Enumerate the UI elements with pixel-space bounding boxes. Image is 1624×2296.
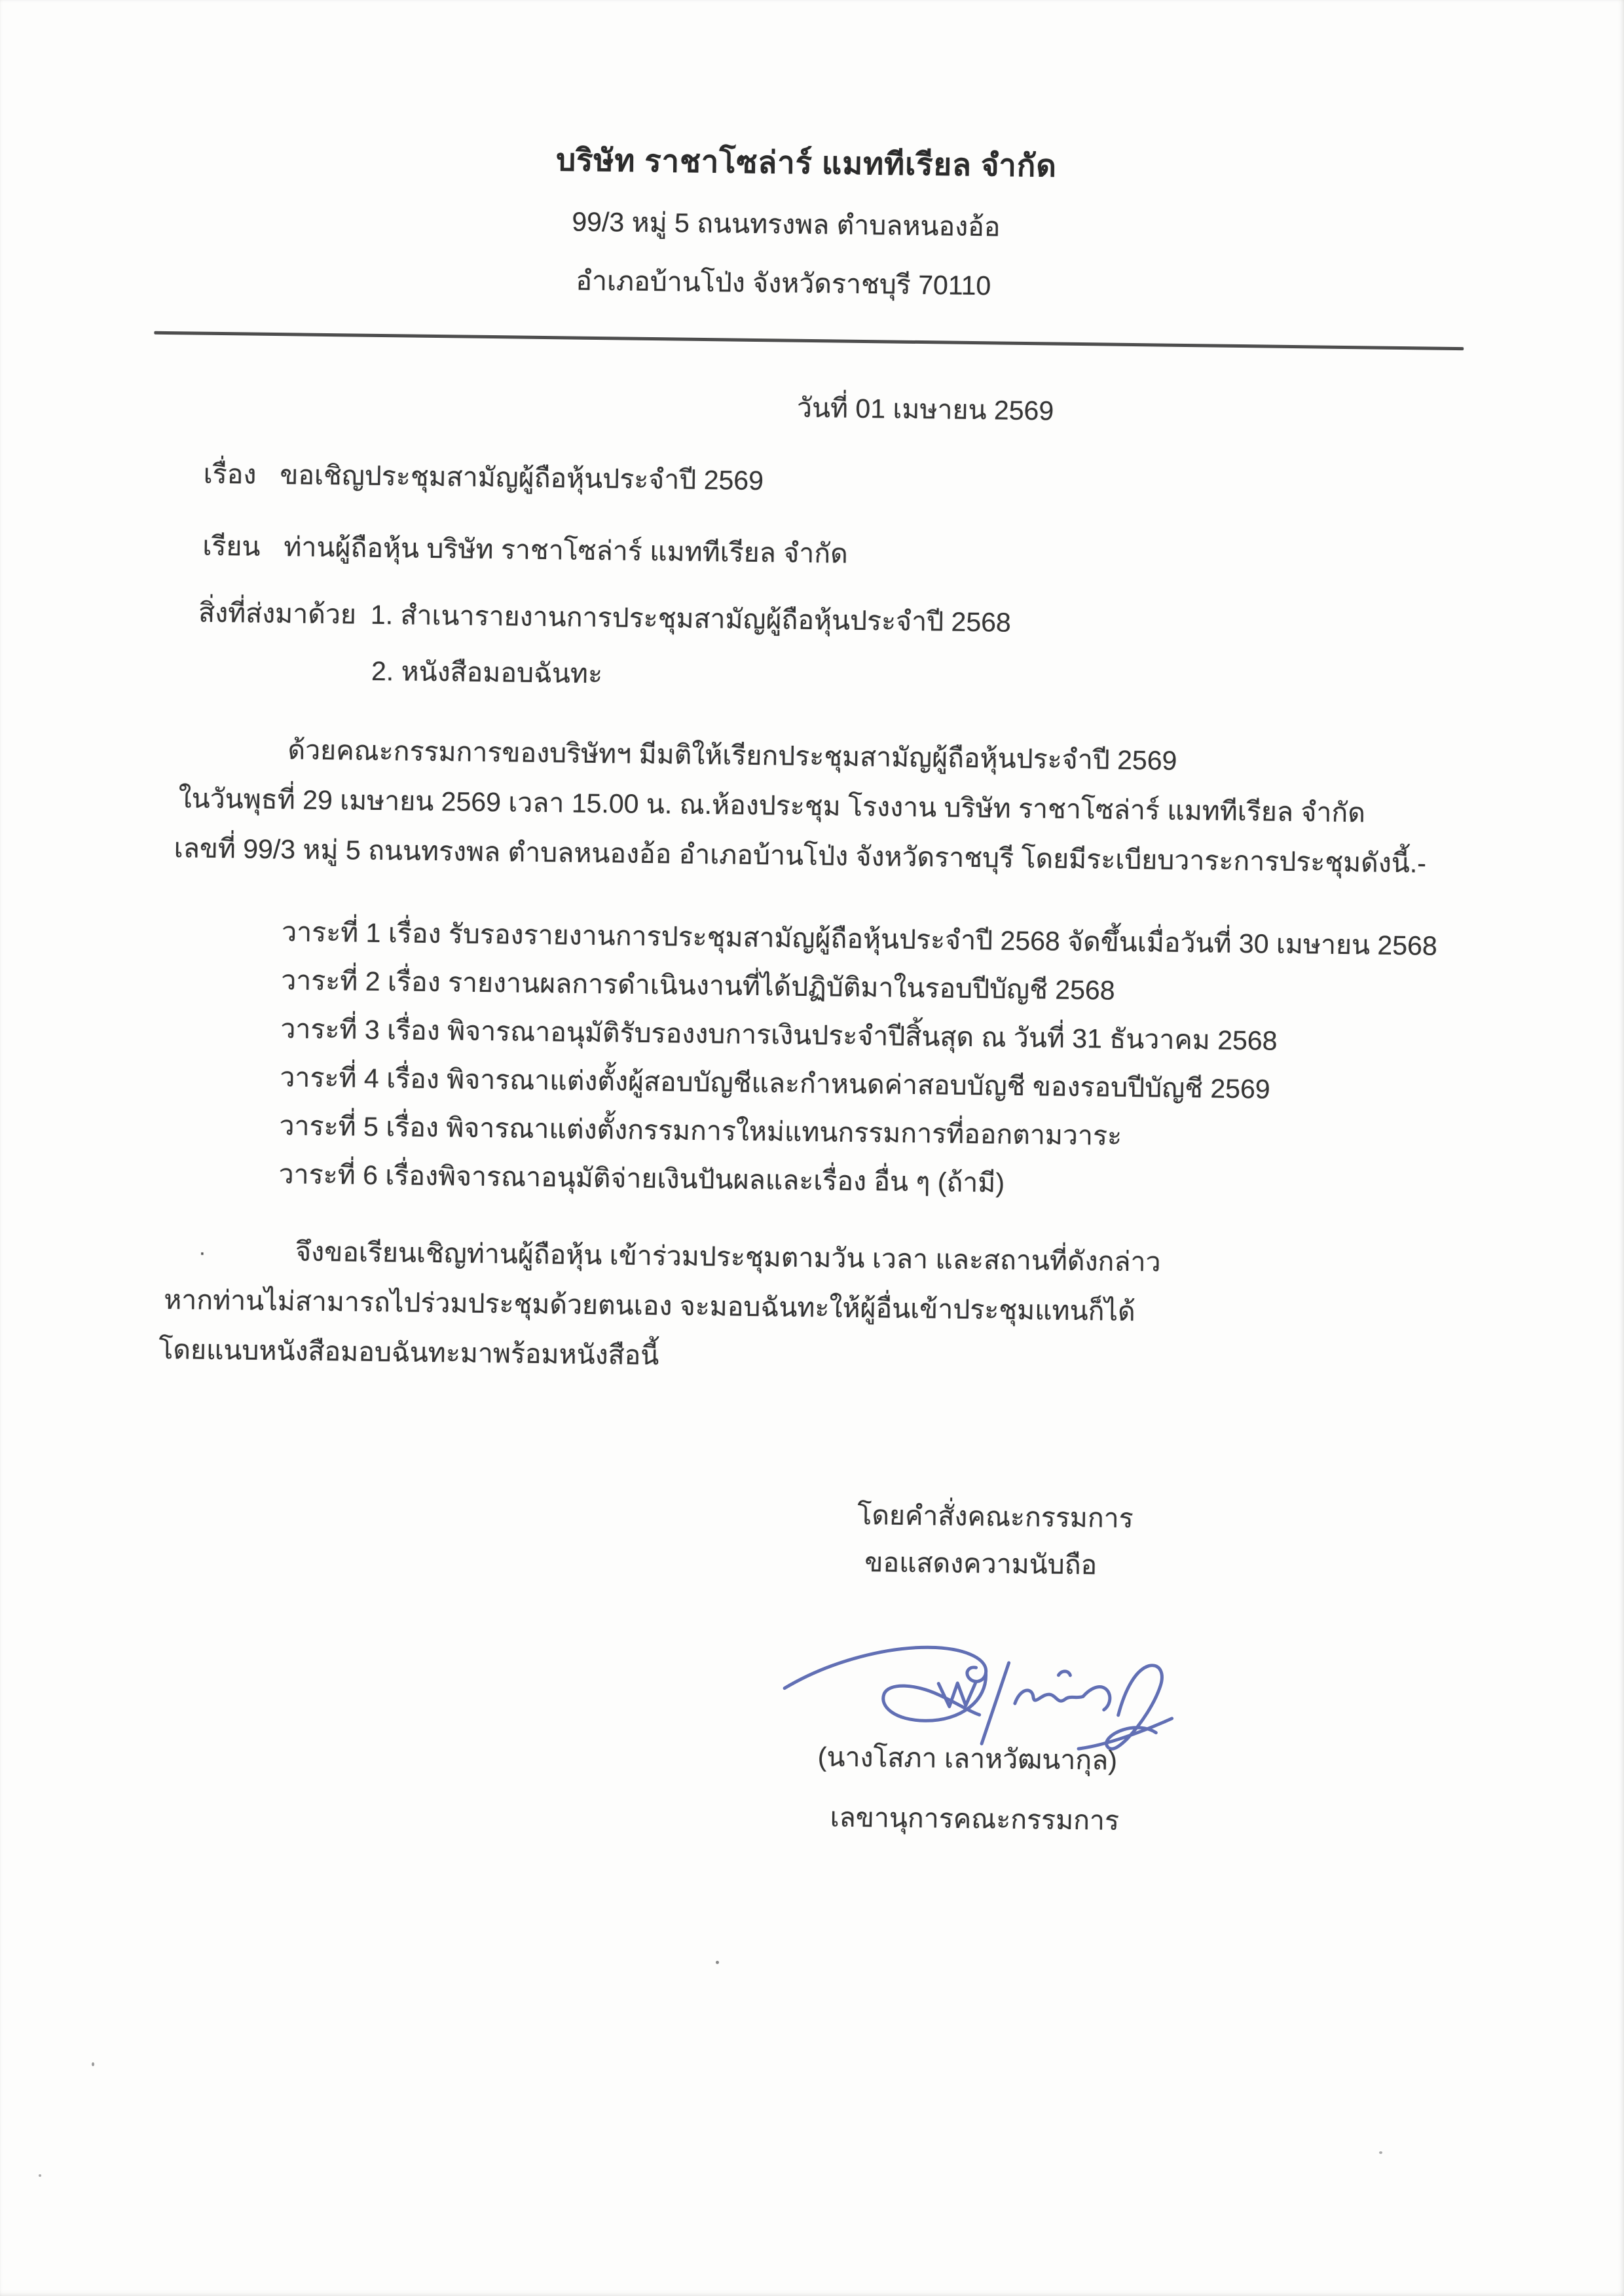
scan-speck — [716, 1961, 719, 1964]
by-order-line: โดยคำสั่งคณะกรรมการ — [857, 1499, 1134, 1534]
body-paragraph-line3: เลขที่ 99/3 หมู่ 5 ถนนทรงพล ตำบลหนองอ้อ อำเภอบ้านโป่ง จังหวัดราชบุรี โดยมีระเบียบวาระการประชุมดังนี้.- — [174, 833, 1427, 879]
agenda-item-1: วาระที่ 1 เรื่อง รับรองรายงานการประชุมสามัญผู้ถือหุ้นประจำปี 2568 จัดขึ้นเมื่อวันที่ 30 เมษายน 2568 — [281, 917, 1437, 961]
subject-label: เรื่อง — [203, 458, 257, 490]
scan-speck — [1379, 2151, 1382, 2154]
subject-text: ขอเชิญประชุมสามัญผู้ถือหุ้นประจำปี 2569 — [280, 460, 764, 496]
respectful-closing-line: ขอแสดงความนับถือ — [864, 1547, 1098, 1580]
enclosure-item-1: 1. สำเนารายงานการประชุมสามัญผู้ถือหุ้นประจำปี 2568 — [370, 599, 1012, 638]
company-address-line2: อำเภอบ้านโป่ง จังหวัดราชบุรี 70110 — [576, 265, 991, 301]
closing-line2: หากท่านไม่สามารถไปร่วมประชุมด้วยตนเอง จะมอบฉันทะให้ผู้อื่นเข้าประชุมแทนก็ได้ — [164, 1285, 1135, 1327]
recipient-label: เรียน — [202, 530, 261, 562]
stray-period-mark: . — [199, 1235, 206, 1260]
agenda-item-6: วาระที่ 6 เรื่องพิจารณาอนุมัติจ่ายเงินปันผลและเรื่อง อื่น ๆ (ถ้ามี) — [278, 1159, 1005, 1198]
letterhead-divider — [154, 331, 1464, 350]
date-line: วันที่ 01 เมษายน 2569 — [796, 392, 1054, 426]
recipient-line — [202, 531, 848, 570]
closing-line1: จึงขอเรียนเชิญท่านผู้ถือหุ้น เข้าร่วมประชุมตามวัน เวลา และสถานที่ดังกล่าว — [295, 1236, 1161, 1277]
agenda-item-3: วาระที่ 3 เรื่อง พิจารณาอนุมัติรับรองงบการเงินประจำปีสิ้นสุด ณ วันที่ 31 ธันวาคม 2568 — [280, 1013, 1278, 1056]
enclosures-line — [198, 598, 1011, 638]
body-paragraph-line2: ในวันพุธที่ 29 เมษายน 2569 เวลา 15.00 น. ณ.ห้องประชุม โรงงาน บริษัท ราชาโซล่าร์ แมททีเรียล จำกัด — [178, 783, 1366, 828]
scan-speck — [39, 2174, 41, 2177]
subject-line — [203, 459, 764, 497]
company-name: บริษัท ราชาโซล่าร์ แมททีเรียล จำกัด — [556, 142, 1058, 183]
signatory-name: (นางโสภา เลาหวัฒนากุล) — [817, 1741, 1118, 1776]
signatory-title: เลขานุการคณะกรรมการ — [830, 1802, 1120, 1836]
agenda-item-5: วาระที่ 5 เรื่อง พิจารณาแต่งตั้งกรรมการใหม่แทนกรรมการที่ออกตามวาระ — [279, 1110, 1122, 1151]
recipient-text: ท่านผู้ถือหุ้น บริษัท ราชาโซล่าร์ แมททีเรียล จำกัด — [284, 532, 849, 569]
scan-speck — [92, 2062, 94, 2066]
agenda-item-4: วาระที่ 4 เรื่อง พิจารณาแต่งตั้งผู้สอบบัญชีและกำหนดค่าสอบบัญชี ของรอบปีบัญชี 2569 — [280, 1062, 1270, 1104]
company-address-line1: 99/3 หมู่ 5 ถนนทรงพล ตำบลหนองอ้อ — [572, 206, 1001, 242]
enclosure-item-2: 2. หนังสือมอบฉันทะ — [371, 655, 603, 689]
enclosures-label: สิ่งที่ส่งมาด้วย — [198, 597, 357, 630]
closing-line3: โดยแนบหนังสือมอบฉันทะมาพร้อมหนังสือนี้ — [158, 1334, 659, 1371]
agenda-item-2: วาระที่ 2 เรื่อง รายงานผลการดำเนินงานที่ได้ปฏิบัติมาในรอบปีบัญชี 2568 — [280, 965, 1115, 1006]
body-paragraph-line1: ด้วยคณะกรรมการของบริษัทฯ มีมติให้เรียกประชุมสามัญผู้ถือหุ้นประจำปี 2569 — [287, 735, 1177, 776]
